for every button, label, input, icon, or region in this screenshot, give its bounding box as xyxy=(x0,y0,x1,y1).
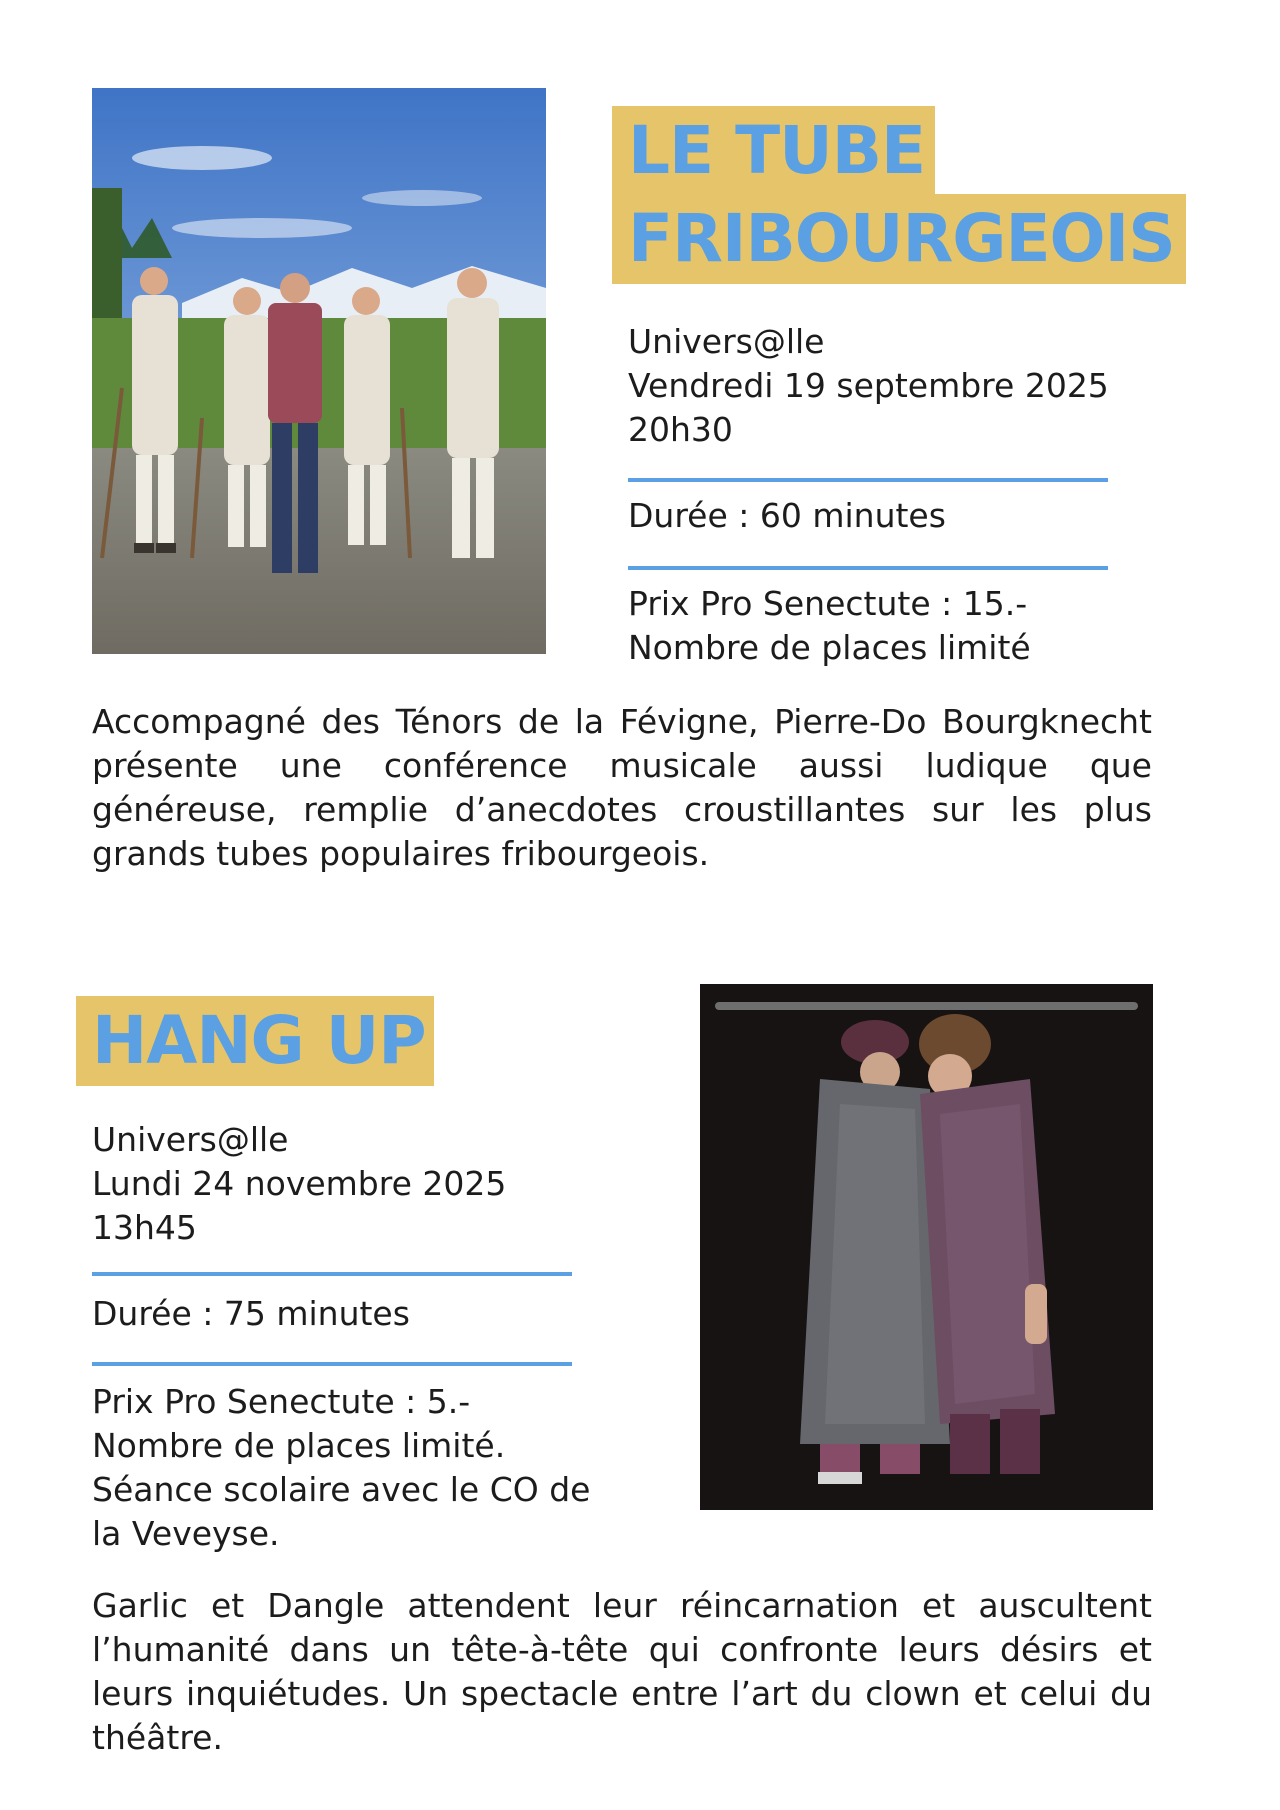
event2-schedule xyxy=(92,1118,506,1250)
event2-pricing xyxy=(92,1380,590,1556)
event2-photo xyxy=(700,984,1153,1510)
event1-date: Vendredi 19 septembre 2025 xyxy=(628,366,1109,405)
event2-title: HANG UP xyxy=(92,1002,426,1079)
event1-photo xyxy=(92,88,546,654)
event1-pricing xyxy=(628,582,1031,670)
event1-title-line1: LE TUBE xyxy=(628,112,926,189)
event2-school-line2: la Veveyse. xyxy=(92,1514,280,1553)
event1-duration: Durée : 60 minutes xyxy=(628,496,946,535)
event1-time: 20h30 xyxy=(628,410,733,449)
event2-rule-2 xyxy=(92,1362,572,1366)
event2-places: Nombre de places limité. xyxy=(92,1426,506,1465)
event2-time: 13h45 xyxy=(92,1208,197,1247)
event2-description: Garlic et Dangle attendent leur réincarnation et auscultent l’humanité dans un tête-à-tête qui confronte leurs désirs et leurs inquiétudes. Un spectacle entre l’art du clown et celui du théâtre. xyxy=(92,1586,1152,1757)
event2-rule-1 xyxy=(92,1272,572,1276)
event2-venue: Univers@lle xyxy=(92,1120,289,1159)
event1-title-line2: FRIBOURGEOIS xyxy=(628,200,1175,277)
event1-price: Prix Pro Senectute : 15.- xyxy=(628,584,1028,623)
event1-places: Nombre de places limité xyxy=(628,628,1031,667)
event2-date: Lundi 24 novembre 2025 xyxy=(92,1164,507,1203)
event1-rule-2 xyxy=(628,566,1108,570)
event1-rule-1 xyxy=(628,478,1108,482)
event2-price: Prix Pro Senectute : 5.- xyxy=(92,1382,471,1421)
event1-schedule xyxy=(628,320,1109,452)
event2-school-line1: Séance scolaire avec le CO de xyxy=(92,1470,591,1509)
event1-venue: Univers@lle xyxy=(628,322,825,361)
event1-description: Accompagné des Ténors de la Févigne, Pierre-Do Bourgknecht présente une conférence musicale aussi ludique que généreuse, remplie d’anecdotes croustillantes sur les plus grands tubes populaires fribourgeois. xyxy=(92,702,1152,873)
event2-duration: Durée : 75 minutes xyxy=(92,1294,410,1333)
